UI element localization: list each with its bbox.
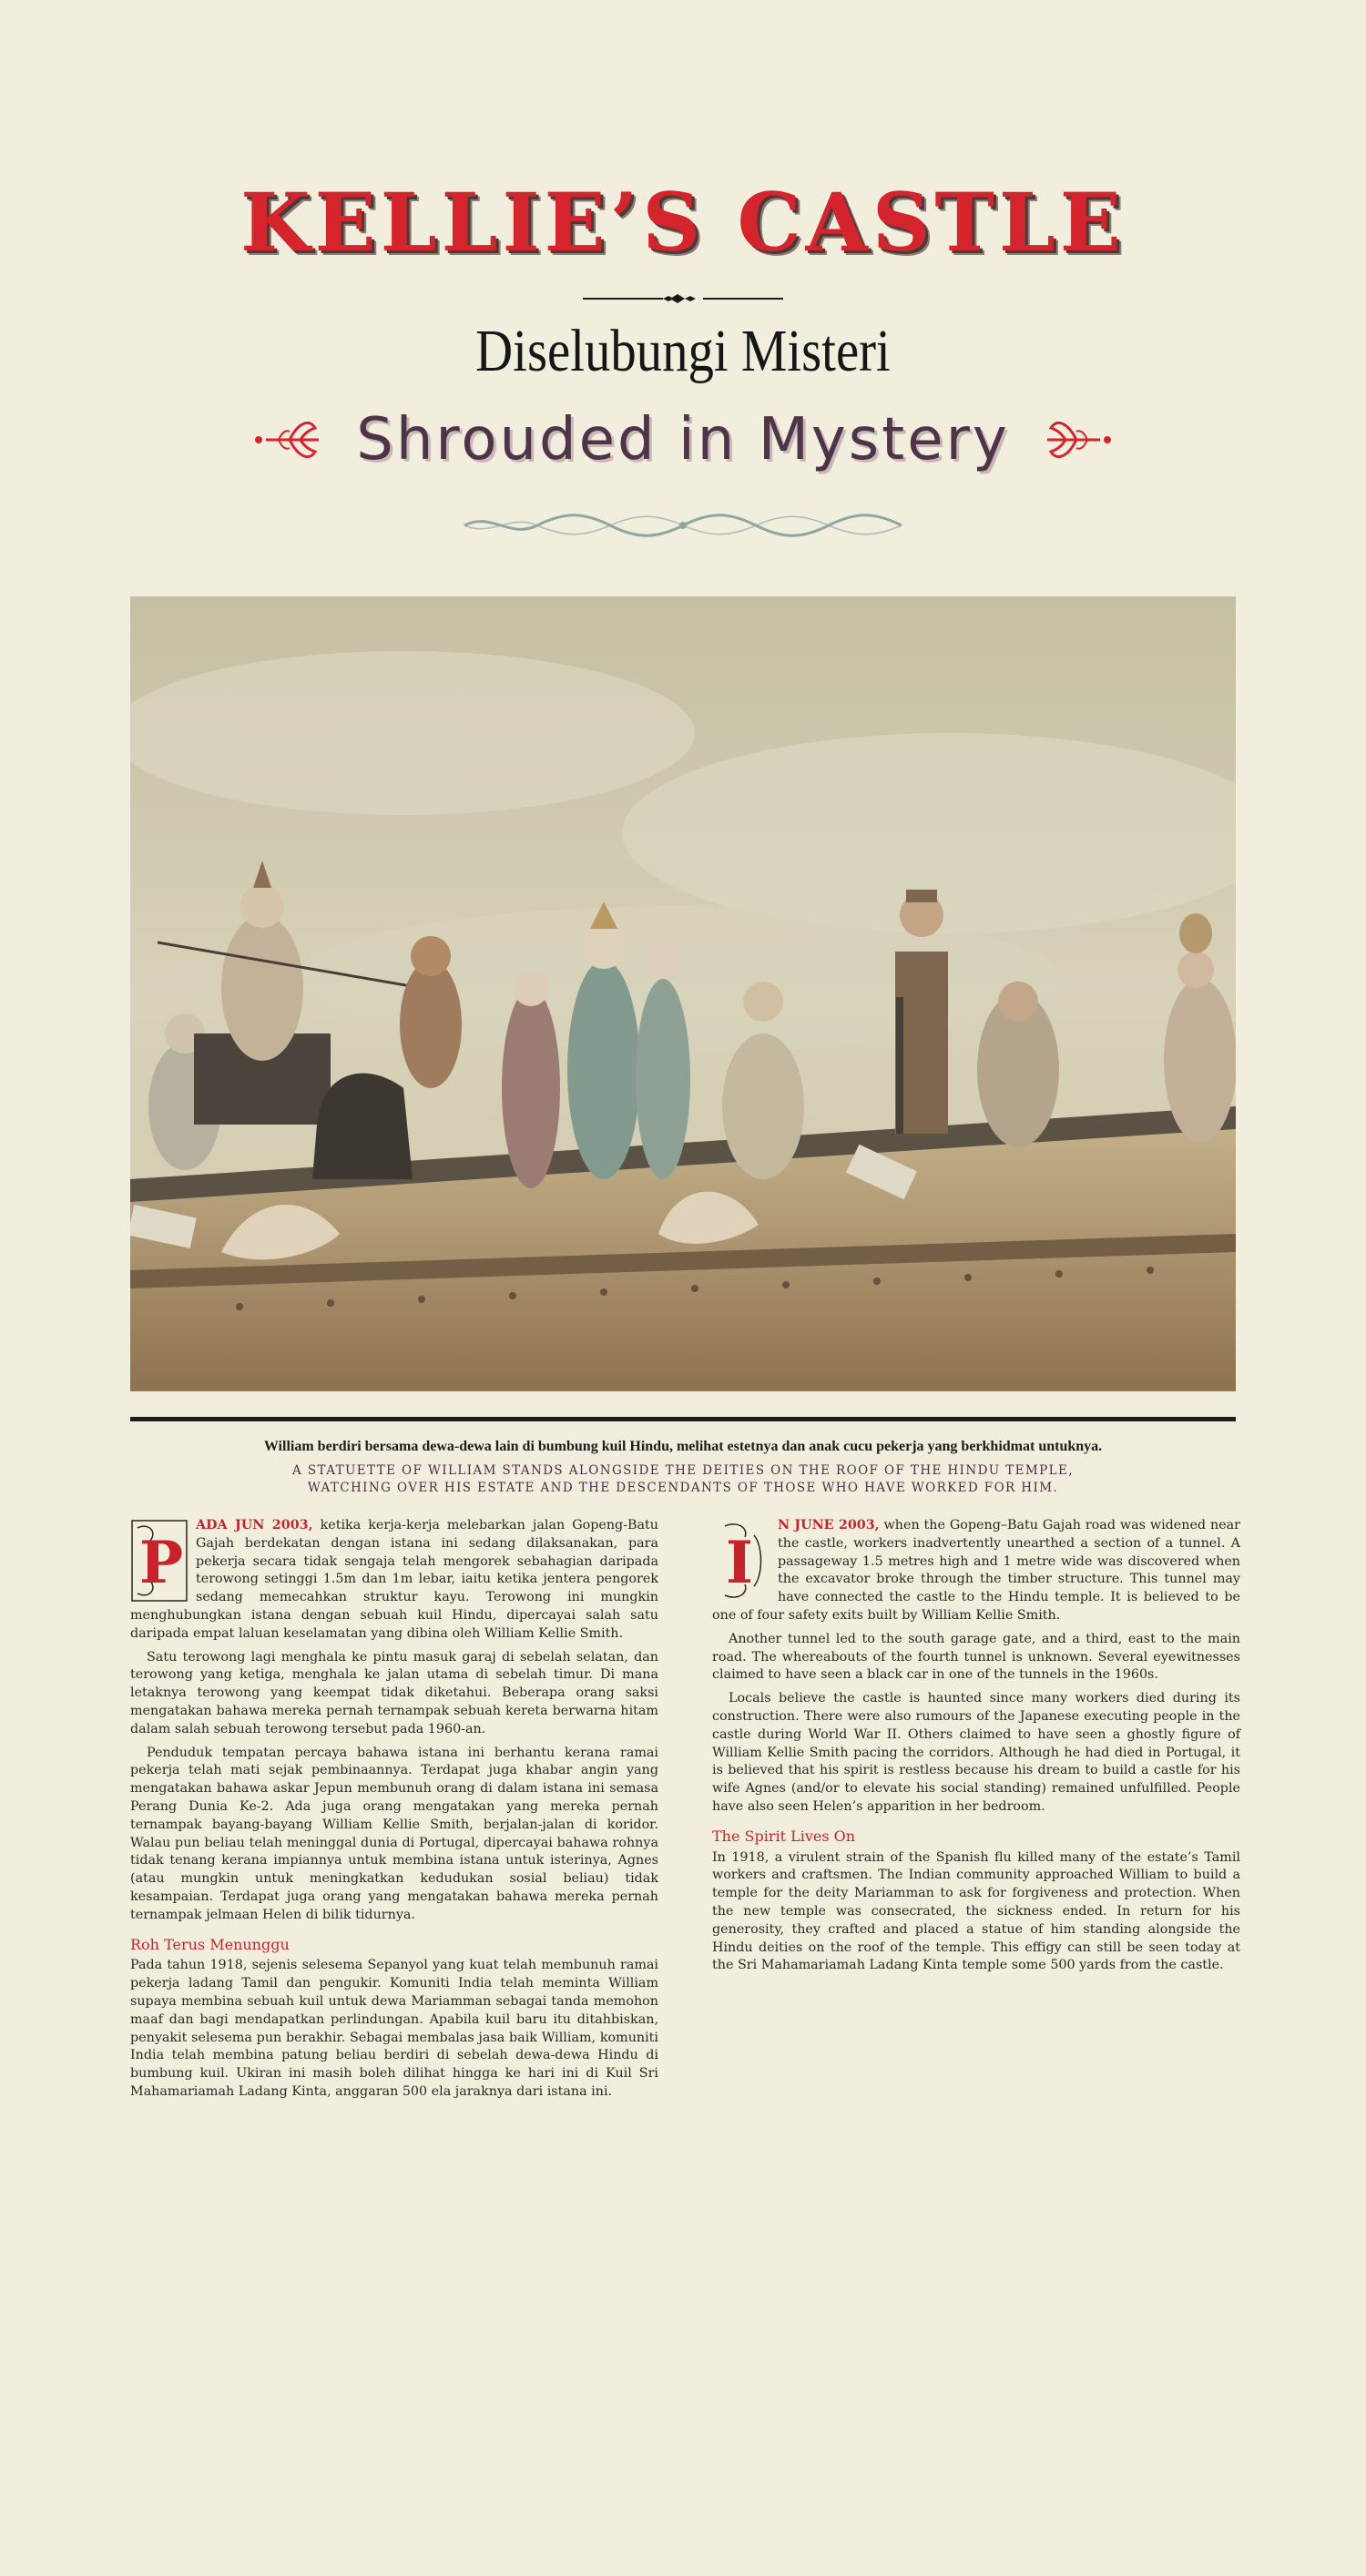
ornate-dropcap-icon <box>712 1519 770 1603</box>
photo-caption-malay: William berdiri bersama dewa-dewa lain di bumbung kuil Hindu, melihat estetnya dan anak cucu pekerja yang berkhidmat untuknya. <box>263 1439 1103 1454</box>
lead-in: N JUNE 2003, <box>778 1518 880 1532</box>
ornamental-divider-icon <box>583 290 783 308</box>
paragraph <box>130 1517 658 1644</box>
article-column-malay <box>130 1517 658 2107</box>
red-flourish-icon <box>253 408 326 472</box>
caption-line: A STATUETTE OF WILLIAM STANDS ALONGSIDE THE DEITIES ON THE ROOF OF THE HINDU TEMPLE, <box>292 1463 1074 1478</box>
paragraph: Penduduk tempatan percaya bahawa istana ini berhantu kerana ramai pekerja telah mati sejak pembinaannya. Terdapat juga khabar angin yang mengatakan bahawa askar Jepun membunuh orang di dalam istana ini semasa Perang Dunia Ke-2. Ada juga orang mengatakan yang mereka pernah ternampak bayang-bayang William Kellie Smith, berjalan-jalan di koridor. Walau pun beliau telah meninggal dunia di Portugal, dipercayai bahawa rohnya tidak tenang kerana impiannya untuk membina istana untuk isterinya, Agnes (atau mungkin untuk meningkatkan kedudukan sosial beliau) tidak kesampaian. Terdapat juga orang yang mengatakan bahawa mereka pernah ternampak jelmaan Helen di bilik tidurnya. <box>130 1745 658 1922</box>
dropcap-letter: I <box>726 1529 753 1597</box>
paragraph: Locals believe the castle is haunted since many workers died during its construction. There were also rumours of the Japanese executing people in the castle during World War II. Others claimed to have seen a ghostly figure of William Kellie Smith pacing the corridors. Although he had died in Portugal, it is believed that his spirit is restless because his dream to build a castle for his wife Agnes (and/or to elevate his social standing) remained unfulfilled. People have also seen Helen’s apparition in her bedroom. <box>712 1691 1240 1814</box>
section-heading: Roh Terus Menunggu <box>130 1935 290 1953</box>
red-flourish-icon <box>1040 408 1113 472</box>
paragraph: Pada tahun 1918, sejenis selesema Sepanyol yang kuat telah membunuh ramai pekerja ladang Tamil dan pengukir. Komuniti India telah meminta William supaya membina sebuah kuil untuk dewa Mariamman sebagai tanda memohon maaf dan bagi mendapatkan perlindungan. Apabila kuil baru itu ditahbiskan, penyakit selesema pun berakhir. Sebagai membalas jasa baik William, komuniti India telah membina patung beliau berdiri di sebelah dewa-dewa Hindu di bumbung kuil. Ukiran ini masih boleh dilihat hingga ke hari ini di Kuil Sri Mahamariamah Ladang Kinta, anggaran 500 ela jaraknya dari istana ini. <box>130 1958 658 2099</box>
paragraph-text: when the Gopeng–Batu Gajah road was widened near the castle, workers inadvertently unearthed a section of a tunnel. A passageway 1.5 metres high and 1 metre wide was discovered when the excavator broke through the timber structure. This tunnel may have connected the castle to the Hindu temple. It is believed to be one of four safety exits built by William Kellie Smith. <box>712 1518 1240 1623</box>
paragraph-text: ketika kerja-kerja melebarkan jalan Gopeng-Batu Gajah berdekatan dengan istana ini sedang dilaksanakan, para pekerja secara tidak sengaja telah mengorek sebahagian daripada terowong setinggi 1.5m dan 1m lebar, iaitu ketika jentera pengorek sedang memecahkan struktur kayu. Terowong ini mungkin menghubungkan istana dengan sebuah kuil Hindu, dipercayai salah satu daripada empat laluan keselamatan yang dibina oleh William Kellie Smith. <box>130 1518 659 1641</box>
scroll-ornament-icon <box>455 512 911 539</box>
caption-line: WATCHING OVER HIS ESTATE AND THE DESCENDANTS OF THOSE WHO HAVE WORKED FOR HIM. <box>307 1481 1059 1495</box>
paragraph: Satu terowong lagi menghala ke pintu masuk garaj di sebelah selatan, dan terowong yang ketiga, menghala ke jalan utama di sebelah timur. Di mana letaknya terowong yang keempat tidak diketahui. Beberapa orang saksi mengatakan bahawa mereka pernah ternampak sebuah kereta berwarna hitam dalam salah sebuah terowong tersebut pada 1960-an. <box>130 1649 658 1736</box>
dropcap-letter: P <box>138 1529 184 1597</box>
caption-rule <box>130 1417 1236 1421</box>
subtitle-english-row <box>246 399 1120 481</box>
photo-caption-english <box>130 1462 1236 1497</box>
paragraph: Another tunnel led to the south garage gate, and a third, east to the main road. The whereabouts of the fourth tunnel is unknown. Several eyewitnesses claimed to have seen a black car in one of the tunnels in the 1960s. <box>712 1631 1240 1683</box>
rooftop-deity-statues-photo <box>130 596 1236 1391</box>
article-column-english <box>712 1517 1240 1980</box>
lead-in: ADA JUN 2003, <box>196 1518 313 1532</box>
paragraph <box>712 1517 1240 1625</box>
subtitle-english: Shrouded in Mystery <box>356 406 1010 473</box>
section-heading: The Spirit Lives On <box>712 1827 856 1845</box>
photo-illustration <box>130 596 1236 1391</box>
subtitle-malay: Diselubungi Misteri <box>475 318 891 384</box>
ornate-dropcap-icon <box>130 1519 189 1603</box>
page-title: KELLIE’S CASTLE <box>240 175 1126 270</box>
paragraph: In 1918, a virulent strain of the Spanish flu killed many of the estate’s Tamil workers and craftsmen. The Indian community approached William to build a temple for the deity Mariamman to ask for forgiveness and protection. When the new temple was consecrated, the sickness ended. In return for his generosity, they crafted and placed a statue of him standing alongside the Hindu deities on the roof of the temple. This effigy can still be seen today at the Sri Mahamariamah Ladang Kinta temple some 500 yards from the castle. <box>712 1849 1240 1973</box>
